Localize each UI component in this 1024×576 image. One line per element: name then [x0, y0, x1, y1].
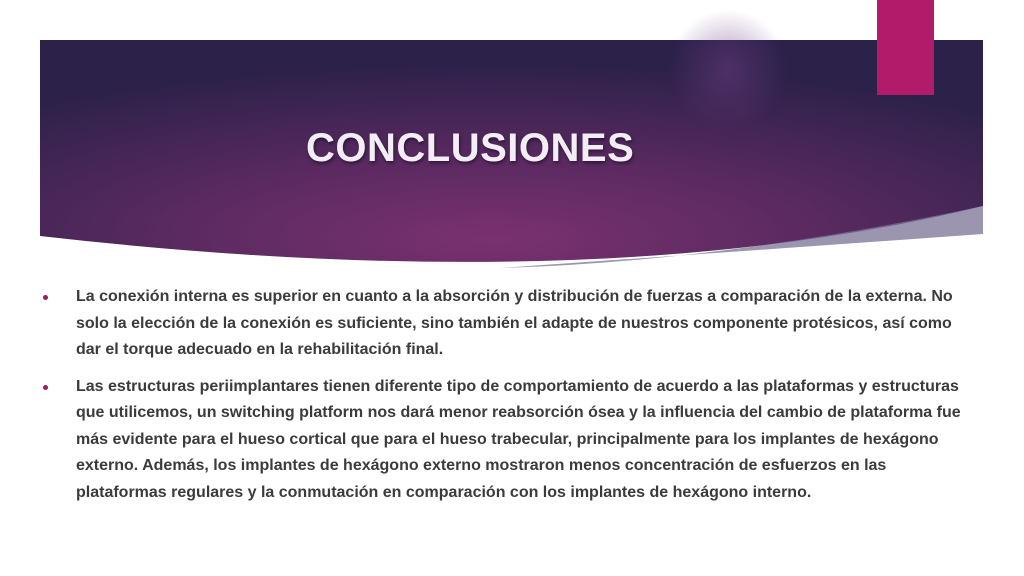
bullet-text: La conexión interna es superior en cuanto a la absorción y distribución de fuerzas a comparación de la externa. No solo la elección de la conexión es suficiente, sino también el adapte de nuestros componente protésicos, así como dar el torque adecuado en la rehabilitación final. [76, 288, 953, 358]
bullet-icon [43, 295, 48, 300]
bullet-text: Las estructuras periimplantares tienen diferente tipo de comportamiento de acuerdo a las plataformas y estructuras que utilicemos, un switching platform nos dará menor reabsorción ósea y la influencia del cambio de plataforma fue más evidente para el hueso cortical que para el hueso trabecular, principalmente para los implantes de hexágono externo. Además, los implantes de hexágono externo mostraron menos concentración de esfuerzos en las plataformas regulares y la conmutación en comparación con los implantes de hexágono interno. [76, 377, 961, 501]
bullet-item [42, 374, 972, 507]
bullet-list [42, 284, 972, 516]
bullet-icon [43, 385, 48, 390]
bullet-item [42, 284, 972, 364]
accent-tab [877, 0, 934, 95]
banner-glow [668, 10, 788, 130]
slide-title: CONCLUSIONES [306, 126, 635, 170]
